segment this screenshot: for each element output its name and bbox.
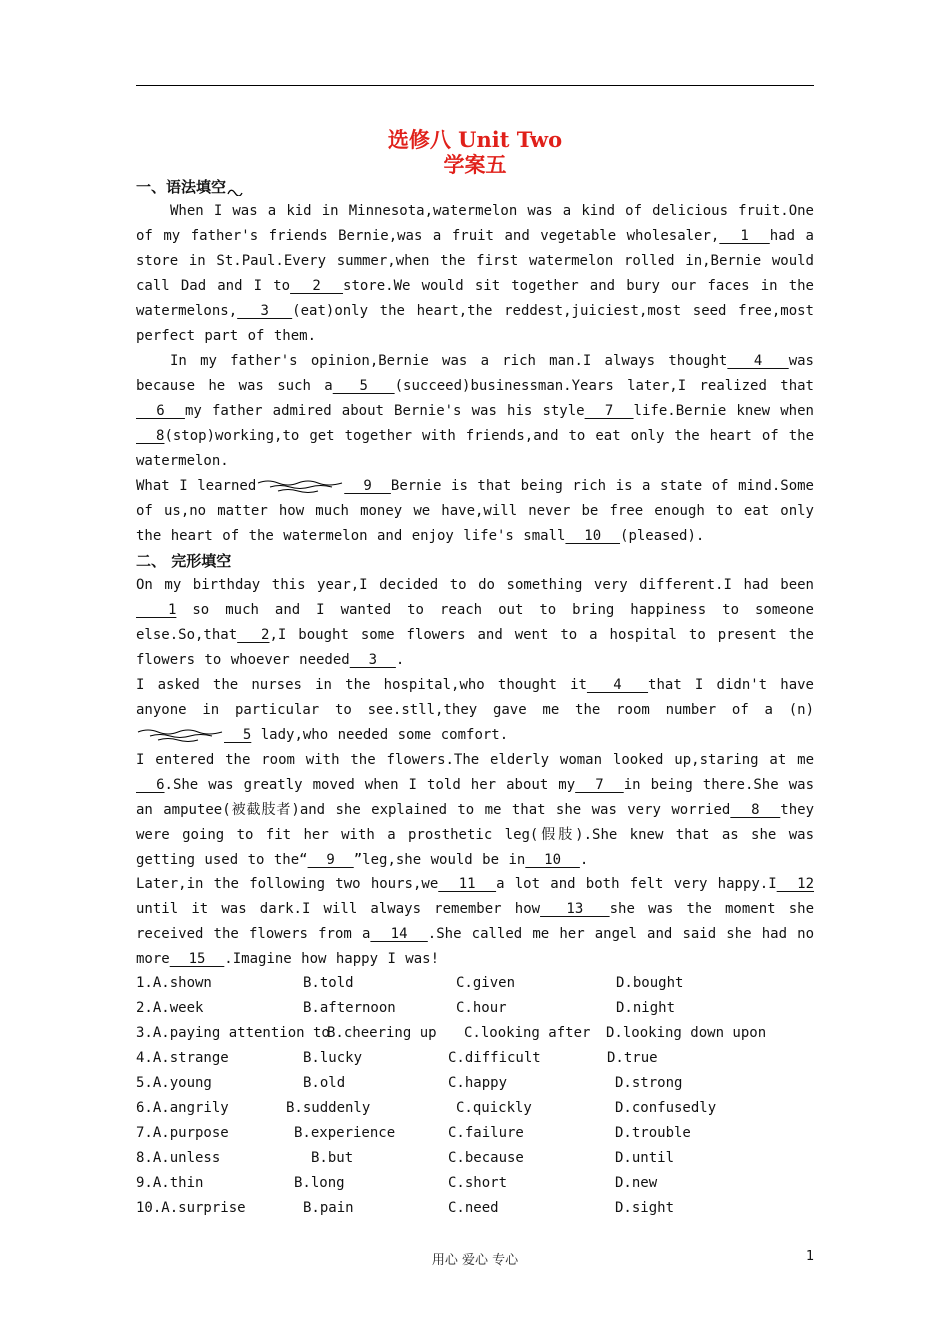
cloze-paragraph-4: Later,in the following two hours,we 11 a lot and both felt very happy.I 12 until it was dark.I will always remember how 13 she was the moment she received the flowers from a 14 .She called me her angel and said she had no more 15 .Imagine how happy I was!	[136, 876, 815, 967]
option-row-6: 6.A.angrily B.suddenly C.quickly D.confusedly	[136, 1100, 717, 1116]
page-footer: 用心 爱心 专心	[431, 1253, 519, 1268]
scribble-mark-icon	[226, 182, 244, 194]
wavy-line-icon	[136, 728, 224, 742]
cloze-blank-10: 10	[525, 852, 580, 868]
option-row-10: 10.A.surprise B.pain C.need D.sight	[136, 1200, 675, 1216]
option-row-8: 8.A.unless B.but C.because D.until	[136, 1150, 675, 1166]
blank-4: 4	[727, 353, 789, 369]
cloze-blank-4: 4	[586, 677, 649, 693]
header-rule	[136, 85, 814, 86]
page-title: 选修八 Unit Two	[387, 127, 563, 152]
option-row-3: 3.A.paying attention to B.cheering up C.looking after D.looking down upon	[136, 1025, 767, 1041]
blank-6: 6	[136, 403, 185, 419]
cloze-paragraph-2: I asked the nurses in the hospital,who thought it 4 that I didn't have anyone in particular to see.stll,they gave me the room number of a (n) 5 lady,who needed some comfort.	[136, 677, 814, 743]
cloze-blank-2: 2	[237, 627, 270, 643]
cloze-blank-13: 13	[540, 901, 610, 917]
blank-5: 5	[332, 378, 395, 394]
blank-7: 7	[584, 403, 634, 419]
cloze-blank-7: 7	[575, 777, 624, 793]
wavy-line-icon	[256, 479, 344, 493]
blank-2: 2	[290, 278, 344, 294]
cloze-blank-3: 3	[349, 652, 396, 668]
cloze-blank-11: 11	[438, 876, 497, 892]
cloze-blank-14: 14	[370, 926, 428, 942]
section-heading-cloze: 二、 完形填空	[136, 552, 232, 570]
option-row-4: 4.A.strange B.lucky C.difficult D.true	[136, 1050, 658, 1066]
blank-9: 9	[344, 478, 391, 494]
grammar-paragraph-2: In my father's opinion,Bernie was a rich man.I always thought 4 was because he was such a 5 (succeed)businessman.Years later,I realized that 6 my father admired about Bernie's was his style 7 life.Bernie knew when 8(stop)working,to get together with friends,and to eat only the heart of the watermelon.	[136, 353, 814, 469]
blank-10: 10	[565, 528, 621, 544]
cloze-blank-12: 12	[776, 876, 815, 892]
cloze-paragraph-3: I entered the room with the flowers.The elderly woman looked up,staring at me 6.She was greatly moved when I told her about my 7 in being there.She was an amputee(被截肢者)and she explained to me that she was very worried 8 they were going to fit her with a prosthetic leg(假肢).She knew that as she was getting used to the“ 9 ”leg,she would be in 10 .	[136, 752, 814, 868]
option-row-9: 9.A.thin B.long C.short D.new	[136, 1175, 658, 1191]
page-number: 1	[806, 1249, 815, 1264]
cloze-blank-6: 6	[136, 777, 165, 793]
cloze-blank-15: 15	[169, 951, 225, 967]
grammar-paragraph-1: When I was a kid in Minnesota,watermelon was a kind of delicious fruit.One of my father's friends Bernie,was a fruit and vegetable wholesaler, 1 had a store in St.Paul.Every summer,when the first watermelon rolled in,Bernie would call Dad and I to 2 store.We would sit together and bury our faces in the watermelons, 3 (eat)only the heart,the reddest,juiciest,most seed free,most perfect part of them.	[136, 203, 814, 344]
option-row-5: 5.A.young B.old C.happy D.strong	[136, 1075, 683, 1091]
section-heading-grammar: 一、语法填空	[136, 176, 244, 197]
blank-3: 3	[237, 303, 293, 319]
cloze-blank-1: 1	[136, 602, 177, 618]
cloze-paragraph-1: On my birthday this year,I decided to do something very different.I had been 1 so much and I wanted to reach out to bring happiness to someone else.So,that 2,I bought some flowers and went to a hospital to present the flowers to whoever needed 3 .	[136, 577, 814, 668]
page-subtitle: 学案五	[443, 152, 507, 177]
cloze-blank-5: 5	[224, 727, 252, 743]
option-row-2: 2.A.week B.afternoon C.hour D.night	[136, 1000, 676, 1016]
cloze-blank-9: 9	[307, 852, 354, 868]
cloze-blank-8: 8	[730, 802, 781, 818]
blank-8: 8	[136, 428, 165, 444]
option-row-1: 1.A.shown B.told C.given D.bought	[136, 975, 684, 991]
option-row-7: 7.A.purpose B.experience C.failure D.trouble	[136, 1125, 691, 1141]
grammar-paragraph-3: What I learned 9 Bernie is that being rich is a state of mind.Some of us,no matter how much money we have,will never be free enough to eat only the heart of the watermelon and enjoy life's small 10 (pleased).	[136, 478, 814, 544]
blank-1: 1	[719, 228, 770, 244]
